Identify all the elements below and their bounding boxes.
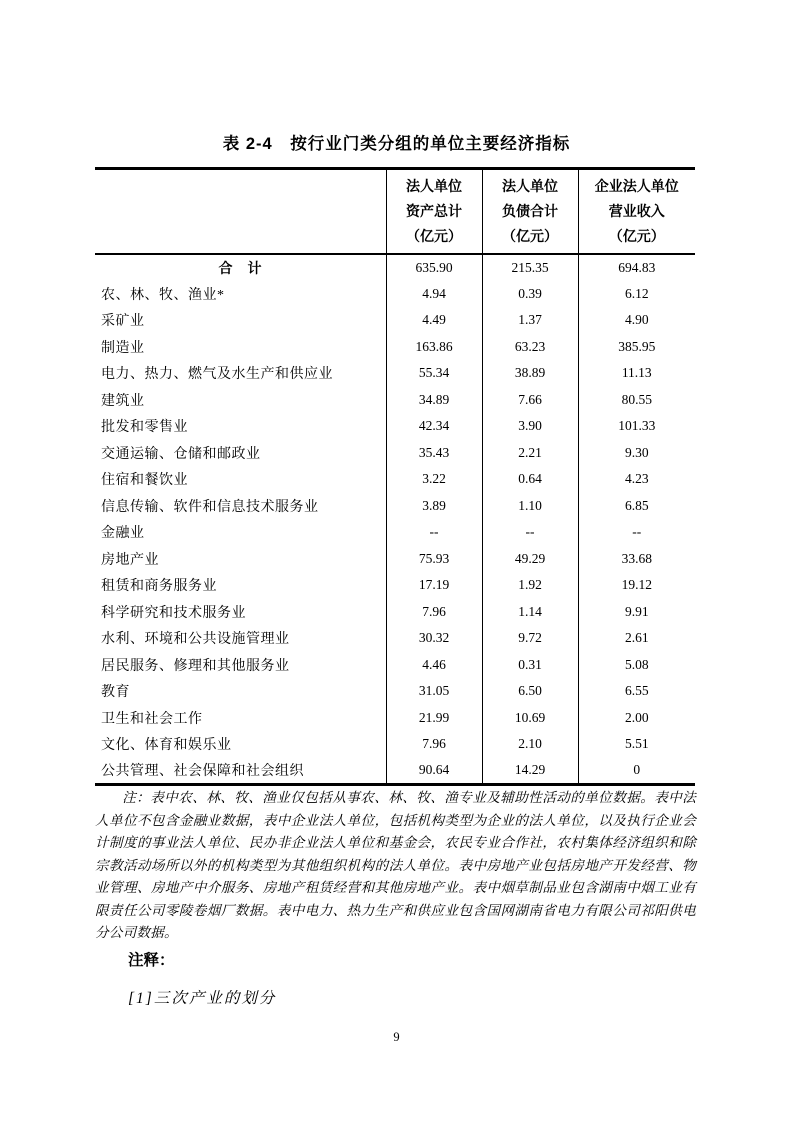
cell-assets: 635.90: [386, 254, 482, 281]
cell-liabilities: 0.64: [482, 466, 578, 493]
table-row: [95, 466, 695, 493]
row-label: 水利、环境和公共设施管理业: [101, 632, 290, 648]
cell-revenue: 11.13: [578, 360, 695, 387]
row-label: 房地产业: [101, 552, 159, 568]
cell-assets: 90.64: [386, 758, 482, 785]
cell-revenue: 101.33: [578, 413, 695, 440]
table-header-row: [95, 169, 695, 255]
cell-assets: 17.19: [386, 572, 482, 599]
cell-liabilities: 0.39: [482, 281, 578, 308]
cell-revenue: 19.12: [578, 572, 695, 599]
table-row: [95, 599, 695, 626]
cell-assets: 42.34: [386, 413, 482, 440]
cell-assets: 30.32: [386, 625, 482, 652]
cell-assets: 3.89: [386, 493, 482, 520]
cell-revenue: 6.85: [578, 493, 695, 520]
table-row-total: [95, 254, 695, 281]
cell-liabilities: 2.10: [482, 731, 578, 758]
cell-assets: 31.05: [386, 678, 482, 705]
cell-assets: 4.49: [386, 307, 482, 334]
cell-liabilities: 6.50: [482, 678, 578, 705]
row-label: 文化、体育和娱乐业: [101, 738, 232, 754]
annotation-item-1: [1]三次产业的划分: [128, 990, 277, 1007]
row-label: 合 计: [218, 259, 262, 276]
cell-assets: 4.46: [386, 652, 482, 679]
row-label: 批发和零售业: [101, 420, 188, 436]
cell-liabilities: 1.37: [482, 307, 578, 334]
cell-revenue: 80.55: [578, 387, 695, 414]
cell-assets: 163.86: [386, 334, 482, 361]
cell-revenue: 6.55: [578, 678, 695, 705]
row-label: 采矿业: [101, 314, 145, 330]
cell-assets: 35.43: [386, 440, 482, 467]
cell-assets: 3.22: [386, 466, 482, 493]
table-row: [95, 281, 695, 308]
cell-liabilities: 63.23: [482, 334, 578, 361]
cell-assets: 7.96: [386, 731, 482, 758]
cell-liabilities: 10.69: [482, 705, 578, 732]
table-row: [95, 731, 695, 758]
table-row: [95, 360, 695, 387]
cell-revenue: 4.23: [578, 466, 695, 493]
row-label: 制造业: [101, 340, 145, 356]
row-label: 租赁和商务服务业: [101, 579, 217, 595]
cell-revenue: 33.68: [578, 546, 695, 573]
cell-assets: --: [386, 519, 482, 546]
cell-revenue: 0: [578, 758, 695, 785]
cell-revenue: 9.91: [578, 599, 695, 626]
table-row: [95, 440, 695, 467]
row-label: 科学研究和技术服务业: [101, 605, 246, 621]
cell-liabilities: 9.72: [482, 625, 578, 652]
cell-liabilities: 7.66: [482, 387, 578, 414]
table-title: 表 2-4 按行业门类分组的单位主要经济指标: [222, 135, 571, 153]
header-liabilities: 法人单位 负债合计 （亿元）: [482, 169, 578, 255]
row-label: 金融业: [101, 526, 145, 542]
cell-assets: 34.89: [386, 387, 482, 414]
row-label: 电力、热力、燃气及水生产和供应业: [101, 367, 333, 383]
table-footnote: 注：表中农、林、牧、渔业仅包括从事农、林、牧、渔专业及辅助性活动的单位数据。表中法人单位不包含金融业数据，表中企业法人单位，包括机构类型为企业的法人单位，以及执行企业会计制度的事业法人单位、民办非企业法人单位和基金会，农民专业合作社，农村集体经济组织和除宗教活动场所以外的机构类型为其他组织机构的法人单位。表中房地产业包括房地产开发经营、物业管理、房地产中介服务、房地产租赁经营和其他房地产业。表中烟草制品业包含湖南中烟工业有限责任公司零陵卷烟厂数据。表中电力、热力生产和供应业包含国网湖南省电力有限公司祁阳供电分公司数据。: [95, 790, 696, 940]
header-assets: 法人单位 资产总计 （亿元）: [386, 169, 482, 255]
cell-revenue: 5.08: [578, 652, 695, 679]
table-row: [95, 307, 695, 334]
cell-revenue: 6.12: [578, 281, 695, 308]
table-row: [95, 413, 695, 440]
table-row: [95, 519, 695, 546]
row-label: 住宿和餐饮业: [101, 473, 188, 489]
table-row: [95, 758, 695, 785]
table-row: [95, 652, 695, 679]
cell-liabilities: 14.29: [482, 758, 578, 785]
cell-liabilities: 1.10: [482, 493, 578, 520]
cell-liabilities: 0.31: [482, 652, 578, 679]
table-row: [95, 678, 695, 705]
cell-revenue: --: [578, 519, 695, 546]
row-label: 教育: [101, 685, 130, 701]
cell-liabilities: 49.29: [482, 546, 578, 573]
table-row: [95, 493, 695, 520]
cell-revenue: 9.30: [578, 440, 695, 467]
row-label: 建筑业: [101, 393, 145, 409]
cell-revenue: 694.83: [578, 254, 695, 281]
table-row: [95, 572, 695, 599]
row-label: 信息传输、软件和信息技术服务业: [101, 499, 319, 515]
table-row: [95, 625, 695, 652]
table-row: [95, 387, 695, 414]
economic-indicators-table: [95, 167, 695, 786]
cell-liabilities: 2.21: [482, 440, 578, 467]
cell-revenue: 2.61: [578, 625, 695, 652]
cell-assets: 75.93: [386, 546, 482, 573]
cell-assets: 55.34: [386, 360, 482, 387]
cell-assets: 7.96: [386, 599, 482, 626]
cell-liabilities: --: [482, 519, 578, 546]
cell-assets: 21.99: [386, 705, 482, 732]
cell-liabilities: 1.14: [482, 599, 578, 626]
row-label: 居民服务、修理和其他服务业: [101, 658, 290, 674]
table-row: [95, 334, 695, 361]
cell-revenue: 4.90: [578, 307, 695, 334]
header-blank-cell: [95, 169, 386, 255]
cell-liabilities: 1.92: [482, 572, 578, 599]
cell-assets: 4.94: [386, 281, 482, 308]
table-row: [95, 705, 695, 732]
row-label: 农、林、牧、渔业*: [101, 287, 225, 303]
header-revenue: 企业法人单位 营业收入 （亿元）: [578, 169, 695, 255]
cell-liabilities: 215.35: [482, 254, 578, 281]
cell-liabilities: 3.90: [482, 413, 578, 440]
cell-revenue: 2.00: [578, 705, 695, 732]
row-label: 卫生和社会工作: [101, 711, 203, 727]
cell-revenue: 385.95: [578, 334, 695, 361]
annotation-heading: 注释：: [128, 952, 175, 969]
row-label: 公共管理、社会保障和社会组织: [101, 764, 304, 779]
page-number: 9: [393, 1030, 400, 1044]
cell-liabilities: 38.89: [482, 360, 578, 387]
table-row: [95, 546, 695, 573]
cell-revenue: 5.51: [578, 731, 695, 758]
row-label: 交通运输、仓储和邮政业: [101, 446, 261, 462]
